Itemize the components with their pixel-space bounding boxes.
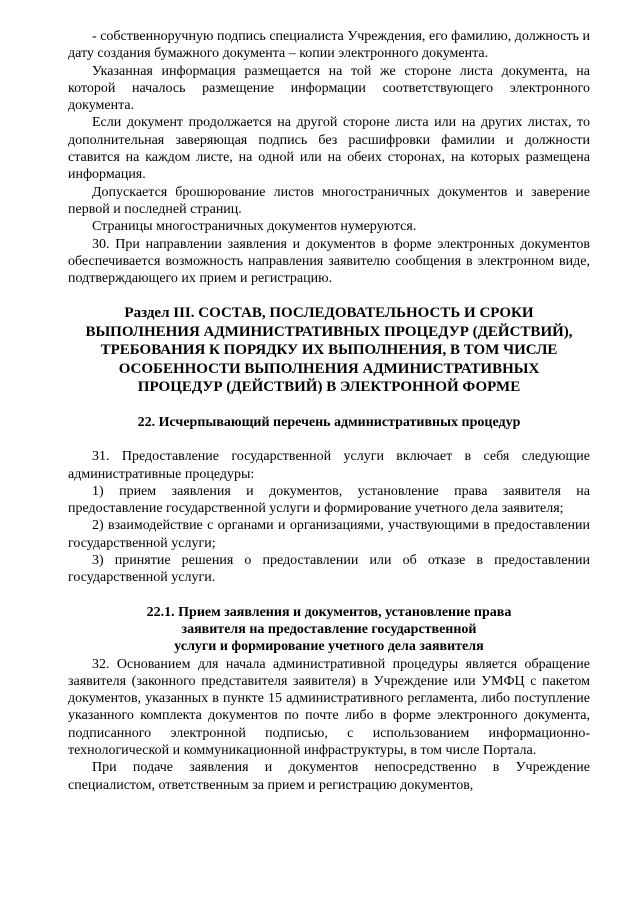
- paragraph: Допускается брошюрование листов многостраничных документов и заверение первой и последней страниц.: [68, 184, 590, 217]
- paragraph: 31. Предоставление государственной услуги включает в себя следующие административные процедуры:: [68, 449, 590, 482]
- spacer: [68, 431, 590, 448]
- subsection-title: [68, 604, 590, 656]
- document-page: [68, 28, 590, 794]
- list-item: 3) принятие решения о предоставлении или об отказе в предоставлении государственной услуги.: [68, 553, 590, 586]
- spacer: [68, 587, 590, 604]
- paragraph: 32. Основанием для начала административной процедуры является обращение заявителя (законного представителя заявителя) в Учреждение или УМФЦ с пакетом документов, указанных в пункте 15 административного регламента, либо поступление указанного комплекта документов по почте либо в форме электронного документа, подписанного электронной подписью, с использованием информационно-технологической и коммуникационной инфраструктуры, в том числе Портала.: [68, 656, 590, 758]
- paragraph: 30. При направлении заявления и документов в форме электронных документов обеспечивается возможность направления заявителю сообщения в электронном виде, подтверждающего их прием и регистрацию.: [68, 236, 590, 287]
- subsection-title: 22. Исчерпывающий перечень административных процедур: [137, 414, 521, 430]
- subsection-title-line: услуги и формирование учетного дела заявителя: [174, 639, 484, 655]
- paragraph: Если документ продолжается на другой стороне листа или на других листах, то дополнительная заверяющая подпись без расшифровки фамилии и должности ставится на каждом листе, на одной или на обеих сторонах, на которых размещена информация.: [68, 115, 590, 183]
- subsection-title-line: заявителя на предоставление государственной: [181, 621, 477, 637]
- section-title: Раздел III. СОСТАВ, ПОСЛЕДОВАТЕЛЬНОСТЬ И СРОКИ ВЫПОЛНЕНИЯ АДМИНИСТРАТИВНЫХ ПРОЦЕДУР (ДЕЙСТВИЙ), ТРЕБОВАНИЯ К ПОРЯДКУ ИХ ВЫПОЛНЕНИЯ, В ТОМ ЧИСЛЕ ОСОБЕННОСТИ ВЫПОЛНЕНИЯ АДМИНИСТРАТИВНЫХ ПРОЦЕДУР (ДЕЙСТВИЙ) В ЭЛЕКТРОННОЙ ФОРМЕ: [85, 305, 573, 396]
- subsection-title-line: 22.1. Прием заявления и документов, установление права: [146, 604, 512, 620]
- list-item: 1) прием заявления и документов, установление права заявителя на предоставление государственной услуги и формирование учетного дела заявителя;: [68, 483, 590, 517]
- list-item: 2) взаимодействие с органами и организациями, участвующими в предоставлении государственной услуги;: [68, 518, 590, 551]
- paragraph: При подаче заявления и документов непосредственно в Учреждение специалистом, ответственным за прием и регистрацию документов,: [68, 760, 590, 793]
- paragraph: Страницы многостраничных документов нумеруются.: [92, 219, 417, 235]
- paragraph: Указанная информация размещается на той же стороне листа документа, на которой началось размещение информации соответствующего электронного документа.: [68, 63, 590, 114]
- paragraph: - собственноручную подпись специалиста Учреждения, его фамилию, должность и дату создания бумажного документа – копии электронного документа.: [68, 29, 590, 62]
- spacer: [68, 287, 590, 304]
- spacer: [68, 397, 590, 414]
